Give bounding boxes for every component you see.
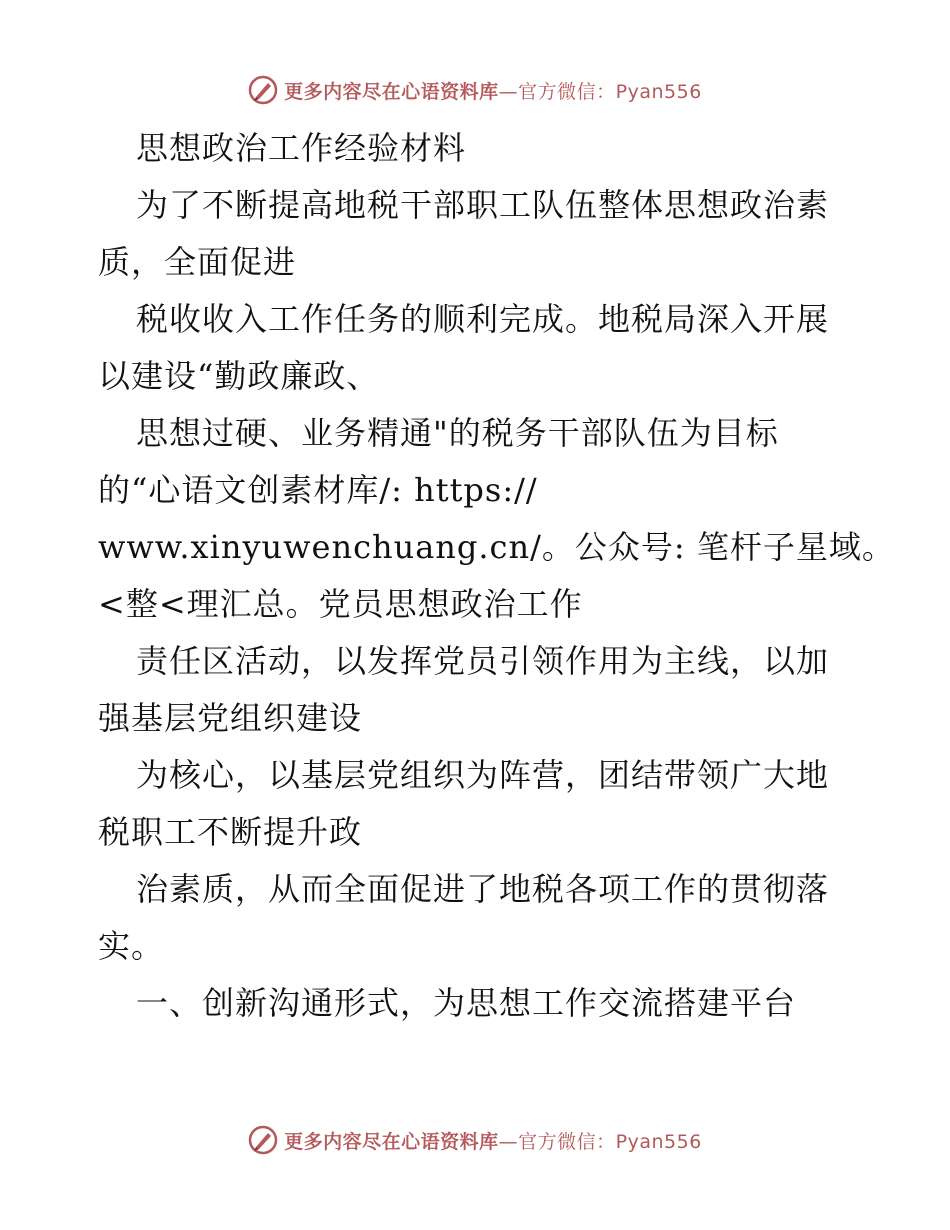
paragraph-line: www.xinyuwenchuang.cn/。公众号: 笔杆子星域。: [98, 528, 895, 566]
banner-wechat-text: 官方微信：Pyan556: [518, 80, 702, 103]
document-body: [98, 120, 895, 1032]
paragraph-line: 为了不断提高地税干部职工队伍整体思想政治素: [136, 186, 830, 224]
paragraph-line: 税收收入工作任务的顺利完成。地税局深入开展: [136, 300, 830, 338]
document-title: 思想政治工作经验材料: [136, 129, 467, 167]
paragraph-line: 为核心，以基层党组织为阵营，团结带领广大地: [136, 756, 830, 794]
banner-main-text: 更多内容尽在心语资料库: [284, 1130, 499, 1153]
paragraph-line: 以建设“勤政廉政、: [98, 357, 380, 395]
paragraph-line: 实。: [98, 927, 165, 965]
header-banner: [0, 70, 950, 110]
section-heading: 一、创新沟通形式，为思想工作交流搭建平台: [136, 984, 797, 1022]
banner-separator: —: [498, 80, 519, 103]
paragraph-line: 质，全面促进: [98, 243, 297, 281]
paragraph-line: 责任区活动，以发挥党员引领作用为主线，以加: [136, 642, 830, 680]
banner-main-text: 更多内容尽在心语资料库: [284, 80, 499, 103]
pen-logo-icon: [248, 75, 278, 105]
paragraph-line: 强基层党组织建设: [98, 699, 363, 737]
paragraph-line: 治素质，从而全面促进了地税各项工作的贯彻落: [136, 870, 830, 908]
banner-separator: —: [498, 1130, 519, 1153]
pen-logo-icon: [248, 1125, 278, 1155]
footer-banner: [0, 1120, 950, 1160]
paragraph-line: 的“心语文创素材库/: https://: [98, 471, 538, 509]
paragraph-line: <整<理汇总。党员思想政治工作: [98, 585, 583, 623]
paragraph-line: 税职工不断提升政: [98, 813, 363, 851]
paragraph-line: 思想过硬、业务精通"的税务干部队伍为目标: [136, 414, 779, 452]
banner-wechat-text: 官方微信：Pyan556: [518, 1130, 702, 1153]
